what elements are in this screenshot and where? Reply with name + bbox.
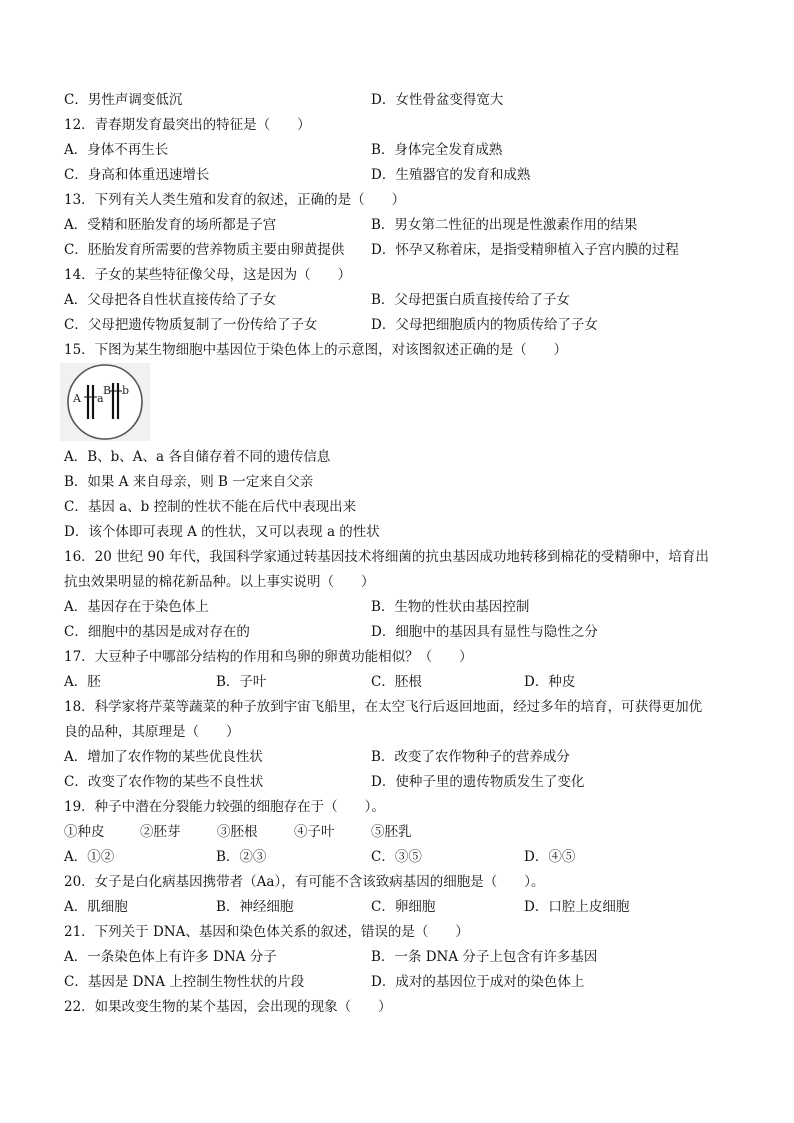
- q13-option-d: D．怀孕又称着床，是指受精卵植入子宫内膜的过程: [371, 242, 679, 258]
- q15-option-d: D．该个体即可表现 A 的性状，又可以表现 a 的性状: [64, 524, 380, 540]
- q19-option-d: D．④⑤: [524, 849, 576, 865]
- q21-option-b: B．一条 DNA 分子上包含有许多基因: [371, 949, 598, 965]
- q16-option-c: C．细胞中的基因是成对存在的: [64, 624, 250, 640]
- q14-option-d: D．父母把细胞质内的物质传给了子女: [371, 317, 598, 333]
- q19-item-3: ③胚根: [217, 824, 258, 840]
- q16-stem-line2: 抗虫效果明显的棉花新品种。以上事实说明（ ）: [64, 574, 375, 590]
- gene-label-b: b: [122, 384, 130, 397]
- q17-option-d: D．种皮: [524, 674, 576, 690]
- q18-option-a: A．增加了农作物的某些优良性状: [64, 749, 263, 765]
- q18-option-b: B．改变了农作物种子的营养成分: [371, 749, 570, 765]
- q15-option-a: A．B、b、A、a 各自储存着不同的遗传信息: [64, 449, 331, 465]
- q19-option-a: A．①②: [64, 849, 115, 865]
- q12-option-b: B．身体完全发育成熟: [371, 142, 503, 158]
- q18-stem-line1: 18．科学家将芹菜等蔬菜的种子放到宇宙飞船里，在太空飞行后返回地面，经过多年的培育，可获得更加优: [64, 699, 703, 715]
- q16-option-a: A．基因存在于染色体上: [64, 599, 209, 615]
- q19-option-b: B．②③: [216, 849, 267, 865]
- q14-option-c: C．父母把遗传物质复制了一份传给了子女: [64, 317, 318, 333]
- q18-option-d: D．使种子里的遗传物质发生了变化: [371, 774, 585, 790]
- q21-option-c: C．基因是 DNA 上控制生物性状的片段: [64, 974, 305, 990]
- chromosome-gene-figure: [60, 363, 150, 441]
- gene-label-a: a: [97, 392, 104, 405]
- q13-option-a: A．受精和胚胎发育的场所都是子宫: [64, 217, 277, 233]
- q21-option-d: D．成对的基因位于成对的染色体上: [371, 974, 585, 990]
- q17-option-c: C．胚根: [371, 674, 422, 690]
- q19-item-5: ⑤胚乳: [371, 824, 412, 840]
- q14-option-b: B．父母把蛋白质直接传给了子女: [371, 292, 570, 308]
- q12-option-c: C．身高和体重迅速增长: [64, 167, 210, 183]
- q17-option-a: A．胚: [64, 674, 101, 690]
- q19-item-2: ②胚芽: [140, 824, 181, 840]
- q13-option-c: C．胚胎发育所需要的营养物质主要由卵黄提供: [64, 242, 345, 258]
- q18-stem-line2: 良的品种，其原理是（ ）: [64, 724, 240, 740]
- q15-option-c: C．基因 a、b 控制的性状不能在后代中表现出来: [64, 499, 357, 515]
- q19-stem: 19．种子中潜在分裂能力较强的细胞存在于（ ）。: [64, 799, 385, 815]
- q12-stem: 12．青春期发育最突出的特征是（ ）: [64, 117, 311, 133]
- q20-option-b: B．神经细胞: [216, 899, 294, 915]
- q17-option-b: B．子叶: [216, 674, 267, 690]
- q18-option-c: C．改变了农作物的某些不良性状: [64, 774, 264, 790]
- q13-option-b: B．男女第二性征的出现是性激素作用的结果: [371, 217, 638, 233]
- q15-stem: 15．下图为某生物细胞中基因位于染色体上的示意图，对该图叙述正确的是（ ）: [64, 342, 568, 358]
- q16-stem-line1: 16．20 世纪 90 年代，我国科学家通过转基因技术将细菌的抗虫基因成功地转移到棉花的受精卵中，培育出: [64, 549, 709, 565]
- q21-option-a: A．一条染色体上有许多 DNA 分子: [64, 949, 277, 965]
- q14-option-a: A．父母把各自性状直接传给了子女: [64, 292, 277, 308]
- q15-option-b: B．如果 A 来自母亲，则 B 一定来自父亲: [64, 474, 314, 490]
- q17-stem: 17．大豆种子中哪部分结构的作用和鸟卵的卵黄功能相似？（ ）: [64, 649, 473, 665]
- gene-label-B: B: [103, 384, 112, 397]
- q11-option-c: C．男性声调变低沉: [64, 92, 183, 108]
- q20-stem: 20．女子是白化病基因携带者（Aa），有可能不含该致病基因的细胞是（ ）。: [64, 874, 545, 890]
- q13-stem: 13．下列有关人类生殖和发育的叙述，正确的是（ ）: [64, 192, 406, 208]
- q16-option-b: B．生物的性状由基因控制: [371, 599, 530, 615]
- q19-item-4: ④子叶: [294, 824, 335, 840]
- q12-option-d: D．生殖器官的发育和成熟: [371, 167, 531, 183]
- q12-option-a: A．身体不再生长: [64, 142, 169, 158]
- q19-option-c: C．③⑤: [371, 849, 422, 865]
- q11-option-d: D．女性骨盆变得宽大: [371, 92, 504, 108]
- q19-item-1: ①种皮: [64, 824, 105, 840]
- q16-option-d: D．细胞中的基因具有显性与隐性之分: [371, 624, 598, 640]
- q22-stem: 22．如果改变生物的某个基因，会出现的现象（ ）: [64, 999, 392, 1015]
- gene-label-A: A: [73, 392, 81, 405]
- q20-option-c: C．卵细胞: [371, 899, 436, 915]
- q21-stem: 21．下列关于 DNA、基因和染色体关系的叙述，错误的是（ ）: [64, 924, 469, 940]
- q20-option-d: D．口腔上皮细胞: [524, 899, 630, 915]
- q14-stem: 14．子女的某些特征像父母，这是因为（ ）: [64, 267, 352, 283]
- chromosome-diagram: [60, 363, 150, 441]
- q20-option-a: A．肌细胞: [64, 899, 128, 915]
